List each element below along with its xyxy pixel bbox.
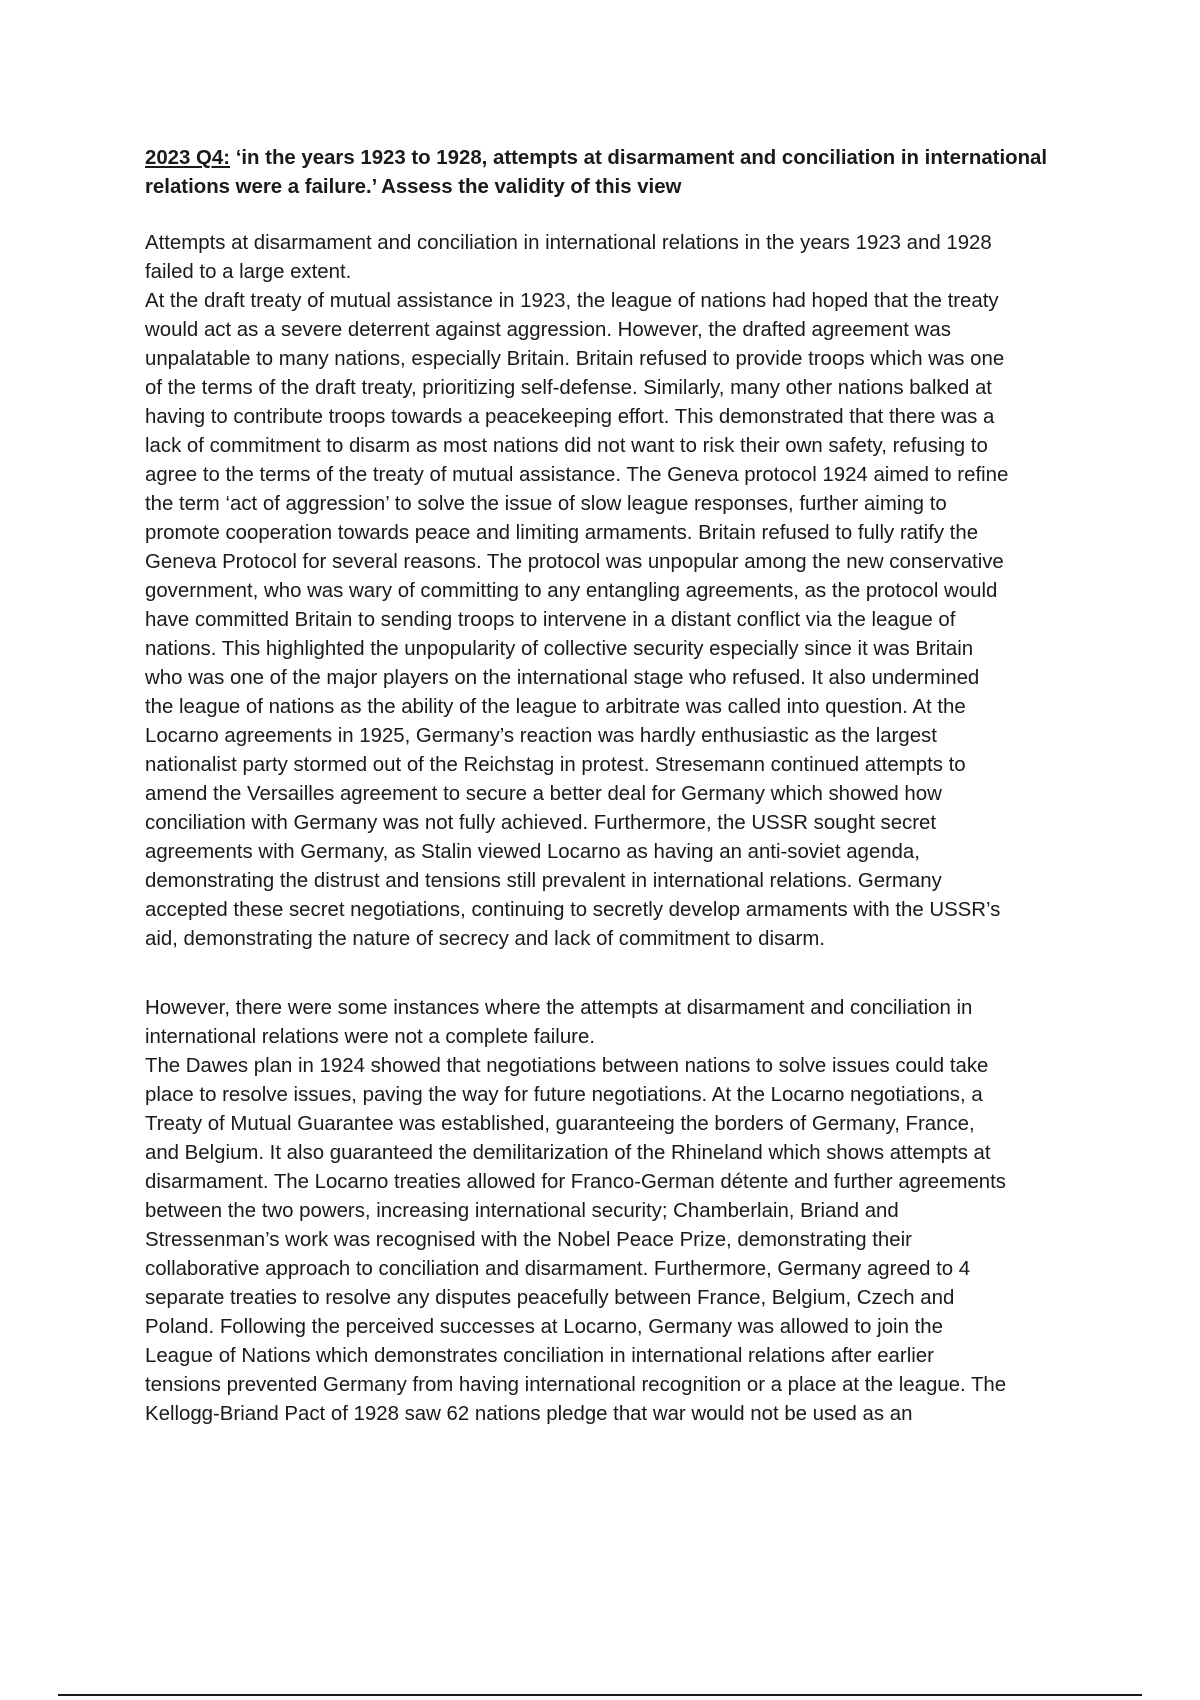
body-line: However, there were some instances where the attempts at disarmament and conciliation in — [145, 997, 973, 1019]
body-line: aid, demonstrating the nature of secrecy and lack of commitment to disarm. — [145, 928, 825, 950]
body-line: accepted these secret negotiations, continuing to secretly develop armaments with the USSR’s — [145, 899, 1001, 921]
page-bottom-rule — [58, 1694, 1142, 1696]
body-line: have committed Britain to sending troops to intervene in a distant conflict via the league of — [145, 609, 956, 631]
body-line: agree to the terms of the treaty of mutual assistance. The Geneva protocol 1924 aimed to refine — [145, 464, 1009, 486]
body-line: Attempts at disarmament and conciliation in international relations in the years 1923 and 1928 — [145, 232, 992, 254]
body-line: tensions prevented Germany from having international recognition or a place at the league. The — [145, 1374, 1007, 1396]
body-line: Kellogg-Briand Pact of 1928 saw 62 nations pledge that war would not be used as an — [145, 1403, 913, 1425]
body-line: lack of commitment to disarm as most nations did not want to risk their own safety, refusing to — [145, 435, 988, 457]
body-line: nations. This highlighted the unpopularity of collective security especially since it was Britain — [145, 638, 974, 660]
body-line: agreements with Germany, as Stalin viewed Locarno as having an anti-soviet agenda, — [145, 841, 920, 863]
body-line: failed to a large extent. — [145, 261, 352, 283]
body-line: the term ‘act of aggression’ to solve the issue of slow league responses, further aiming to — [145, 493, 947, 515]
body-line: amend the Versailles agreement to secure a better deal for Germany which showed how — [145, 783, 942, 805]
body-line: Geneva Protocol for several reasons. The protocol was unpopular among the new conservative — [145, 551, 1004, 573]
body-line: between the two powers, increasing international security; Chamberlain, Briand and — [145, 1200, 899, 1222]
body-line: disarmament. The Locarno treaties allowed for Franco-German détente and further agreements — [145, 1171, 1007, 1193]
body-line: Stressenman’s work was recognised with the Nobel Peace Prize, demonstrating their — [145, 1229, 912, 1251]
body-line: separate treaties to resolve any disputes peacefully between France, Belgium, Czech and — [145, 1287, 955, 1309]
body-line: place to resolve issues, paving the way for future negotiations. At the Locarno negotiations, a — [145, 1084, 983, 1106]
body-line: promote cooperation towards peace and limiting armaments. Britain refused to fully ratify the — [145, 522, 979, 544]
body-line: At the draft treaty of mutual assistance in 1923, the league of nations had hoped that the treaty — [145, 290, 999, 312]
body-line: and Belgium. It also guaranteed the demilitarization of the Rhineland which shows attempts at — [145, 1142, 991, 1164]
body-line: international relations were not a complete failure. — [145, 1026, 595, 1048]
question-id: 2023 Q4: — [145, 147, 231, 169]
body-line: the league of nations as the ability of the league to arbitrate was called into question. At the — [145, 696, 966, 718]
body-line: nationalist party stormed out of the Reichstag in protest. Stresemann continued attempts to — [145, 754, 966, 776]
body-line: The Dawes plan in 1924 showed that negotiations between nations to solve issues could take — [145, 1055, 989, 1077]
body-line: of the terms of the draft treaty, prioritizing self-defense. Similarly, many other nations balked at — [145, 377, 992, 399]
body-line: unpalatable to many nations, especially Britain. Britain refused to provide troops which was one — [145, 348, 1005, 370]
body-line: Poland. Following the perceived successes at Locarno, Germany was allowed to join the — [145, 1316, 943, 1338]
body-line: Treaty of Mutual Guarantee was established, guaranteeing the borders of Germany, France, — [145, 1113, 975, 1135]
body-line: demonstrating the distrust and tensions still prevalent in international relations. Germany — [145, 870, 942, 892]
body-line: Locarno agreements in 1925, Germany’s reaction was hardly enthusiastic as the largest — [145, 725, 937, 747]
body-line: collaborative approach to conciliation and disarmament. Furthermore, Germany agreed to 4 — [145, 1258, 971, 1280]
body-line: who was one of the major players on the international stage who refused. It also undermined — [145, 667, 980, 689]
question-text: ‘in the years 1923 to 1928, attempts at disarmament and conciliation in international relations were a failure.’ Assess the validity of this view — [145, 147, 1048, 198]
body-line: having to contribute troops towards a peacekeeping effort. This demonstrated that there was a — [145, 406, 995, 428]
body-line: conciliation with Germany was not fully achieved. Furthermore, the USSR sought secret — [145, 812, 937, 834]
body-line: League of Nations which demonstrates conciliation in international relations after earlier — [145, 1345, 934, 1367]
body-line: would act as a severe deterrent against aggression. However, the drafted agreement was — [145, 319, 951, 341]
body-line: government, who was wary of committing to any entangling agreements, as the protocol would — [145, 580, 998, 602]
essay-question-heading — [145, 144, 1105, 202]
